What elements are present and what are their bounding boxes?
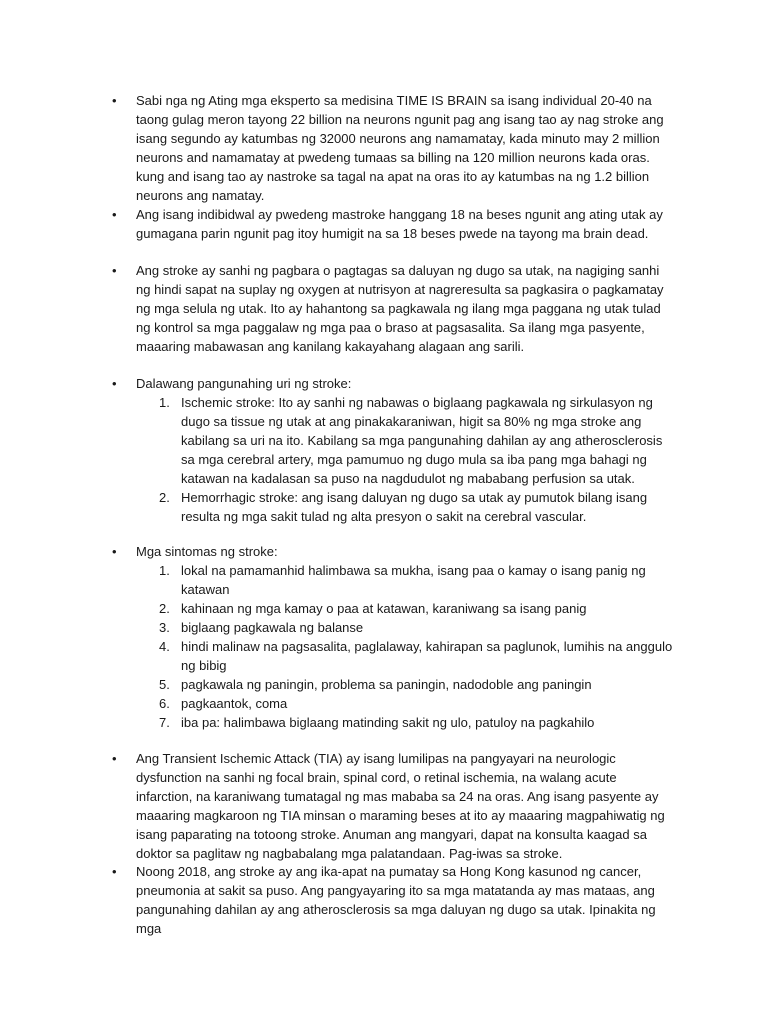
list-number: 6.	[159, 696, 170, 711]
list-number: 3.	[159, 620, 170, 635]
paragraph-text: Ang Transient Ischemic Attack (TIA) ay isang lumilipas na pangyayari na neurologic dysfunction na sanhi ng focal brain, spinal cord, o retinal ischemia, na walang acute infarction, na karaniwang tumatagal ng mas mababa sa 24 na oras. Ang isang pasyente ay maaaring magkaroon ng TIA minsan o maraming beses at ito ay maaaring magpahiwatig ng isang paparating na totoong stroke. Anuman ang mangyari, dapat na konsulta kaagad sa doktor sa paglitaw ng nagbabalang mga palatandaan. Pag-iwas sa stroke.	[136, 751, 665, 861]
bullet-icon: •	[112, 376, 117, 391]
paragraph-text: Sabi nga ng Ating mga eksperto sa medisina TIME IS BRAIN sa isang individual 20-40 na taong gulag meron tayong 22 billion na neurons ngunit pag ang isang tao ay nag stroke ang isang segundo ay katumbas ng 32000 neurons ang namamatay, kada minuto may 2 million neurons and namamatay at pwedeng tumaas sa billing na 120 million neurons kada oras. kung and isang tao ay nastroke sa tagal na apat na oras ito ay katumbas na ng 1.2 billion neurons ang namatay.	[136, 93, 664, 203]
list-number: 5.	[159, 677, 170, 692]
list-heading: Dalawang pangunahing uri ng stroke:	[136, 376, 352, 391]
bullet-icon: •	[112, 93, 117, 108]
symptom-item	[136, 675, 676, 694]
paragraph-text: Noong 2018, ang stroke ay ang ika-apat na pumatay sa Hong Kong kasunod ng cancer, pneumonia at sakit sa puso. Ang pangyayaring ito sa mga matatanda ay mas mataas, ang pangunahing dahilan ay ang atherosclerosis sa mga daluyan ng dugo sa utak. Ipinakita ng mga	[136, 864, 656, 936]
list-item-text: biglaang pagkawala ng balanse	[181, 620, 364, 635]
list-item-text: kahinaan ng mga kamay o paa at katawan, karaniwang sa isang panig	[181, 601, 587, 616]
numbered-item-hemorrhagic	[136, 488, 676, 526]
symptom-item	[136, 713, 676, 732]
paragraph-text: Ang isang indibidwal ay pwedeng mastroke hanggang 18 na beses ngunit ang ating utak ay gumagana parin ngunit pag itoy humigit na sa 18 beses pwede na tayong ma brain dead.	[136, 207, 663, 241]
list-number: 2.	[159, 490, 170, 505]
paragraph-text: Ang stroke ay sanhi ng pagbara o pagtagas sa daluyan ng dugo sa utak, na nagiging sanhi ng hindi sapat na suplay ng oxygen at nutrisyon at nagreresulta sa pagkasira o pagkamatay ng mga selula ng utak. Ito ay hahantong sa pagkawala ng ilang mga paggana ng utak tulad ng kontrol sa mga paggalaw ng mga paa o braso at pagsasalita. Sa ilang mga pasyente, maaaring mabawasan ang kanilang kakayahang alagaan ang sarili.	[136, 263, 664, 354]
bullet-item-symptoms	[112, 542, 676, 732]
list-item-text: pagkawala ng paningin, problema sa paningin, nadodoble ang paningin	[181, 677, 592, 692]
list-item-text: Ischemic stroke: Ito ay sanhi ng nabawas o biglaang pagkawala ng sirkulasyon ng dugo sa tissue ng utak at ang pinakakaraniwan, higit sa 80% ng mga stroke ang kabilang sa uri na ito. Kabilang sa mga pangunahing dahilan ay ang atherosclerosis sa mga cerebral artery, mga pamumuo ng dugo mula sa iba pang mga bahagi ng katawan na kadalasan sa puso na nagdudulot ng mababang perfusion sa utak.	[181, 395, 663, 486]
list-item-text: pagkaantok, coma	[181, 696, 288, 711]
bullet-icon: •	[112, 207, 117, 222]
list-number: 2.	[159, 601, 170, 616]
symptom-item	[136, 618, 676, 637]
list-item-text: hindi malinaw na pagsasalita, paglalaway, kahirapan sa paglunok, lumihis na anggulo ng bibig	[181, 639, 673, 673]
bullet-item-18-strokes	[112, 205, 676, 243]
list-heading: Mga sintomas ng stroke:	[136, 544, 278, 559]
numbered-item-ischemic	[136, 393, 676, 488]
list-number: 1.	[159, 563, 170, 578]
list-item-text: lokal na pamamanhid halimbawa sa mukha, isang paa o kamay o isang panig ng katawan	[181, 563, 646, 597]
bullet-icon: •	[112, 263, 117, 278]
symptom-item	[136, 694, 676, 713]
list-number: 4.	[159, 639, 170, 654]
list-number: 1.	[159, 395, 170, 410]
bullet-icon: •	[112, 751, 117, 766]
symptom-item	[136, 599, 676, 618]
bullet-item-tia	[112, 749, 676, 863]
bullet-icon: •	[112, 864, 117, 879]
bullet-item-hong-kong	[112, 862, 676, 938]
bullet-item-stroke-types	[112, 374, 676, 526]
symptom-item	[136, 637, 676, 675]
bullet-icon: •	[112, 544, 117, 559]
bullet-item-stroke-definition	[112, 261, 676, 356]
list-item-text: Hemorrhagic stroke: ang isang daluyan ng dugo sa utak ay pumutok bilang isang resulta ng mga sakit tulad ng alta presyon o sakit na cerebral vascular.	[181, 490, 648, 524]
bullet-item-time-is-brain	[112, 91, 676, 205]
symptom-item	[136, 561, 676, 599]
list-item-text: iba pa: halimbawa biglaang matinding sakit ng ulo, patuloy na pagkahilo	[181, 715, 595, 730]
list-number: 7.	[159, 715, 170, 730]
